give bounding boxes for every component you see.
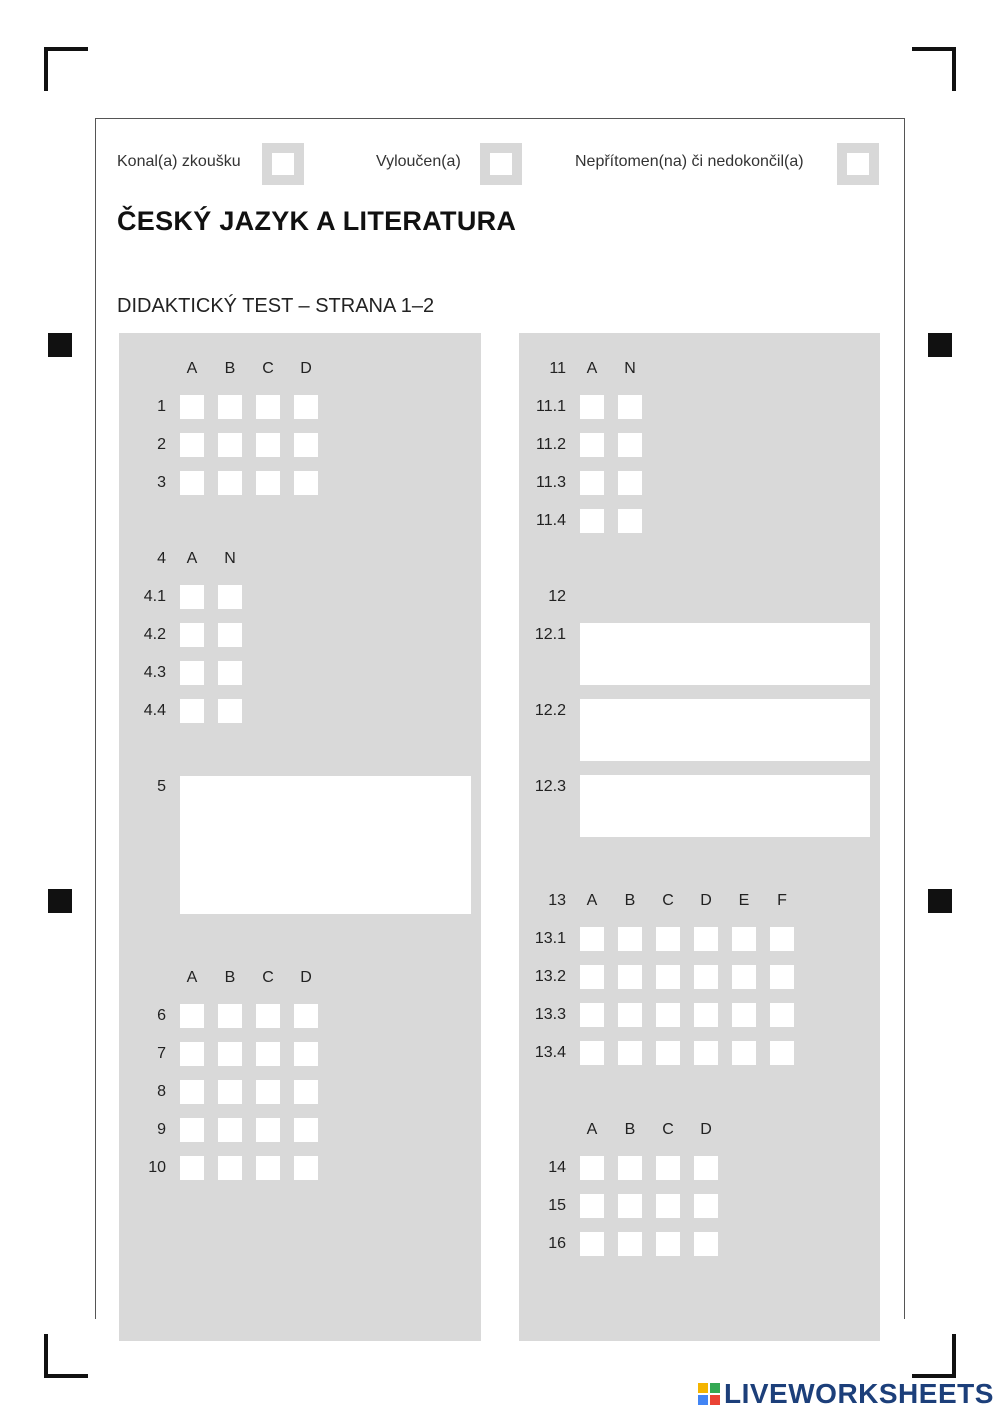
- column-header: N: [224, 550, 236, 567]
- answer-box[interactable]: [218, 1004, 242, 1028]
- answer-box[interactable]: [732, 927, 756, 951]
- answer-box[interactable]: [180, 1004, 204, 1028]
- answer-box[interactable]: [256, 395, 280, 419]
- answer-box[interactable]: [256, 1080, 280, 1104]
- question-number: 13.2: [534, 968, 566, 985]
- answer-box[interactable]: [294, 1080, 318, 1104]
- open-answer-field[interactable]: [580, 699, 870, 761]
- question-number: 12.2: [534, 702, 566, 719]
- alignment-mark: [48, 333, 72, 357]
- answer-box[interactable]: [294, 1118, 318, 1142]
- question-number: 11.4: [536, 512, 566, 529]
- page-subtitle: DIDAKTICKÝ TEST – STRANA 1–2: [117, 295, 435, 317]
- answer-box[interactable]: [180, 395, 204, 419]
- answer-box[interactable]: [218, 1156, 242, 1180]
- corner-mark-top-left: [44, 47, 88, 91]
- left-answer-panel: [119, 333, 481, 1341]
- answer-box[interactable]: [770, 1041, 794, 1065]
- answer-box[interactable]: [218, 433, 242, 457]
- answer-box[interactable]: [618, 1194, 642, 1218]
- answer-box[interactable]: [180, 585, 204, 609]
- answer-box[interactable]: [732, 965, 756, 989]
- column-header: D: [300, 360, 312, 377]
- liveworksheets-brand: [698, 1378, 998, 1410]
- answer-box[interactable]: [218, 471, 242, 495]
- answer-box[interactable]: [180, 1080, 204, 1104]
- answer-box[interactable]: [770, 1003, 794, 1027]
- answer-box[interactable]: [656, 1232, 680, 1256]
- question-number: 7: [157, 1045, 166, 1062]
- answer-box[interactable]: [694, 1156, 718, 1180]
- answer-box[interactable]: [618, 471, 642, 495]
- absent-checkbox[interactable]: [837, 143, 879, 185]
- answer-box[interactable]: [694, 927, 718, 951]
- answer-box[interactable]: [218, 1042, 242, 1066]
- question-number: 4: [157, 550, 166, 567]
- excluded-label: Vyloučen(a): [376, 153, 461, 170]
- question-number: 13: [548, 892, 566, 909]
- answer-box[interactable]: [218, 699, 242, 723]
- answer-box[interactable]: [694, 1041, 718, 1065]
- answer-box[interactable]: [218, 585, 242, 609]
- question-number: 4.1: [143, 588, 166, 605]
- column-header: B: [624, 1121, 636, 1138]
- answer-box[interactable]: [618, 509, 642, 533]
- answer-box[interactable]: [580, 1156, 604, 1180]
- liveworksheets-logo-icon: [698, 1383, 720, 1405]
- answer-box[interactable]: [580, 1194, 604, 1218]
- question-number: 11.1: [536, 398, 566, 415]
- answer-box[interactable]: [618, 927, 642, 951]
- took-exam-label: Konal(a) zkoušku: [117, 153, 241, 170]
- question-number: 2: [157, 436, 166, 453]
- answer-box[interactable]: [256, 471, 280, 495]
- answer-box[interactable]: [618, 1232, 642, 1256]
- corner-mark-top-right: [912, 47, 956, 91]
- answer-box[interactable]: [732, 1041, 756, 1065]
- answer-box[interactable]: [694, 1232, 718, 1256]
- question-number: 16: [548, 1235, 566, 1252]
- question-number: 3: [157, 474, 166, 491]
- answer-box[interactable]: [580, 395, 604, 419]
- question-number: 12.1: [534, 626, 566, 643]
- answer-box[interactable]: [618, 965, 642, 989]
- answer-box[interactable]: [580, 1041, 604, 1065]
- answer-box[interactable]: [180, 1042, 204, 1066]
- answer-box[interactable]: [256, 1118, 280, 1142]
- question-number: 5: [157, 778, 166, 795]
- column-header: E: [738, 892, 750, 909]
- column-header: C: [662, 1121, 674, 1138]
- column-header: C: [262, 969, 274, 986]
- answer-box[interactable]: [580, 471, 604, 495]
- answer-box[interactable]: [294, 1004, 318, 1028]
- column-header: D: [700, 1121, 712, 1138]
- alignment-mark: [928, 333, 952, 357]
- question-number: 13.1: [534, 930, 566, 947]
- question-number: 15: [548, 1197, 566, 1214]
- answer-box[interactable]: [656, 965, 680, 989]
- column-header: B: [224, 969, 236, 986]
- open-answer-field[interactable]: [580, 623, 870, 685]
- answer-box[interactable]: [618, 395, 642, 419]
- answer-box[interactable]: [218, 1080, 242, 1104]
- answer-box[interactable]: [218, 1118, 242, 1142]
- question-number: 8: [157, 1083, 166, 1100]
- answer-box[interactable]: [656, 1156, 680, 1180]
- column-header: A: [586, 892, 598, 909]
- answer-box[interactable]: [218, 623, 242, 647]
- question-number: 4.4: [143, 702, 166, 719]
- question-number: 4.2: [143, 626, 166, 643]
- column-header: D: [300, 969, 312, 986]
- column-header: A: [586, 1121, 598, 1138]
- column-header: B: [224, 360, 236, 377]
- answer-box[interactable]: [580, 1003, 604, 1027]
- answer-box[interactable]: [580, 927, 604, 951]
- answer-box[interactable]: [618, 1156, 642, 1180]
- open-answer-field[interactable]: [580, 775, 870, 837]
- column-header: A: [186, 360, 198, 377]
- excluded-checkbox[interactable]: [480, 143, 522, 185]
- question-number: 11.3: [536, 474, 566, 491]
- question-number: 11.2: [536, 436, 566, 453]
- right-answer-panel: [519, 333, 880, 1341]
- took-exam-checkbox[interactable]: [262, 143, 304, 185]
- question-number: 13.4: [534, 1044, 566, 1061]
- answer-box[interactable]: [580, 965, 604, 989]
- answer-box[interactable]: [256, 1156, 280, 1180]
- answer-box[interactable]: [694, 1194, 718, 1218]
- column-header: A: [186, 969, 198, 986]
- answer-box[interactable]: [180, 1156, 204, 1180]
- column-header: C: [662, 892, 674, 909]
- answer-box[interactable]: [618, 1041, 642, 1065]
- answer-box[interactable]: [770, 965, 794, 989]
- answer-box[interactable]: [656, 1041, 680, 1065]
- question-number: 1: [157, 398, 166, 415]
- alignment-mark: [928, 889, 952, 913]
- answer-box[interactable]: [218, 395, 242, 419]
- question-number: 14: [548, 1159, 566, 1176]
- answer-box[interactable]: [218, 661, 242, 685]
- answer-box[interactable]: [656, 1003, 680, 1027]
- answer-box[interactable]: [256, 1042, 280, 1066]
- corner-mark-bottom-left: [44, 1334, 88, 1378]
- column-header: A: [186, 550, 198, 567]
- column-header: N: [624, 360, 636, 377]
- answer-box[interactable]: [580, 1232, 604, 1256]
- page-title: ČESKÝ JAZYK A LITERATURA: [117, 206, 517, 236]
- alignment-mark: [48, 889, 72, 913]
- question-number: 6: [157, 1007, 166, 1024]
- answer-box[interactable]: [256, 1004, 280, 1028]
- answer-box[interactable]: [770, 927, 794, 951]
- answer-box[interactable]: [694, 965, 718, 989]
- answer-box[interactable]: [580, 509, 604, 533]
- question-number: 12.3: [534, 778, 566, 795]
- answer-box[interactable]: [656, 927, 680, 951]
- answer-box[interactable]: [618, 433, 642, 457]
- column-header: D: [700, 892, 712, 909]
- answer-box[interactable]: [180, 1118, 204, 1142]
- answer-box[interactable]: [580, 433, 604, 457]
- answer-box[interactable]: [294, 1042, 318, 1066]
- corner-mark-bottom-right: [912, 1334, 956, 1378]
- answer-box[interactable]: [294, 1156, 318, 1180]
- column-header: A: [586, 360, 598, 377]
- column-header: C: [262, 360, 274, 377]
- question-number: 9: [157, 1121, 166, 1138]
- question-number: 11: [549, 360, 566, 377]
- answer-box[interactable]: [732, 1003, 756, 1027]
- column-header: F: [777, 892, 787, 909]
- open-answer-field[interactable]: [180, 776, 471, 914]
- answer-box[interactable]: [180, 433, 204, 457]
- column-header: B: [624, 892, 636, 909]
- absent-label: Nepřítomen(na) či nedokončil(a): [575, 153, 804, 170]
- answer-box[interactable]: [294, 395, 318, 419]
- question-number: 13.3: [534, 1006, 566, 1023]
- question-number: 12: [548, 588, 566, 605]
- answer-box[interactable]: [180, 699, 204, 723]
- answer-box[interactable]: [294, 471, 318, 495]
- brand-name: LIVEWORKSHEETS: [724, 1378, 994, 1409]
- question-number: 10: [148, 1159, 166, 1176]
- answer-box[interactable]: [180, 661, 204, 685]
- question-number: 4.3: [143, 664, 166, 681]
- answer-box[interactable]: [294, 433, 318, 457]
- answer-box[interactable]: [694, 1003, 718, 1027]
- answer-box[interactable]: [180, 471, 204, 495]
- answer-box[interactable]: [618, 1003, 642, 1027]
- answer-box[interactable]: [180, 623, 204, 647]
- answer-box[interactable]: [656, 1194, 680, 1218]
- answer-box[interactable]: [256, 433, 280, 457]
